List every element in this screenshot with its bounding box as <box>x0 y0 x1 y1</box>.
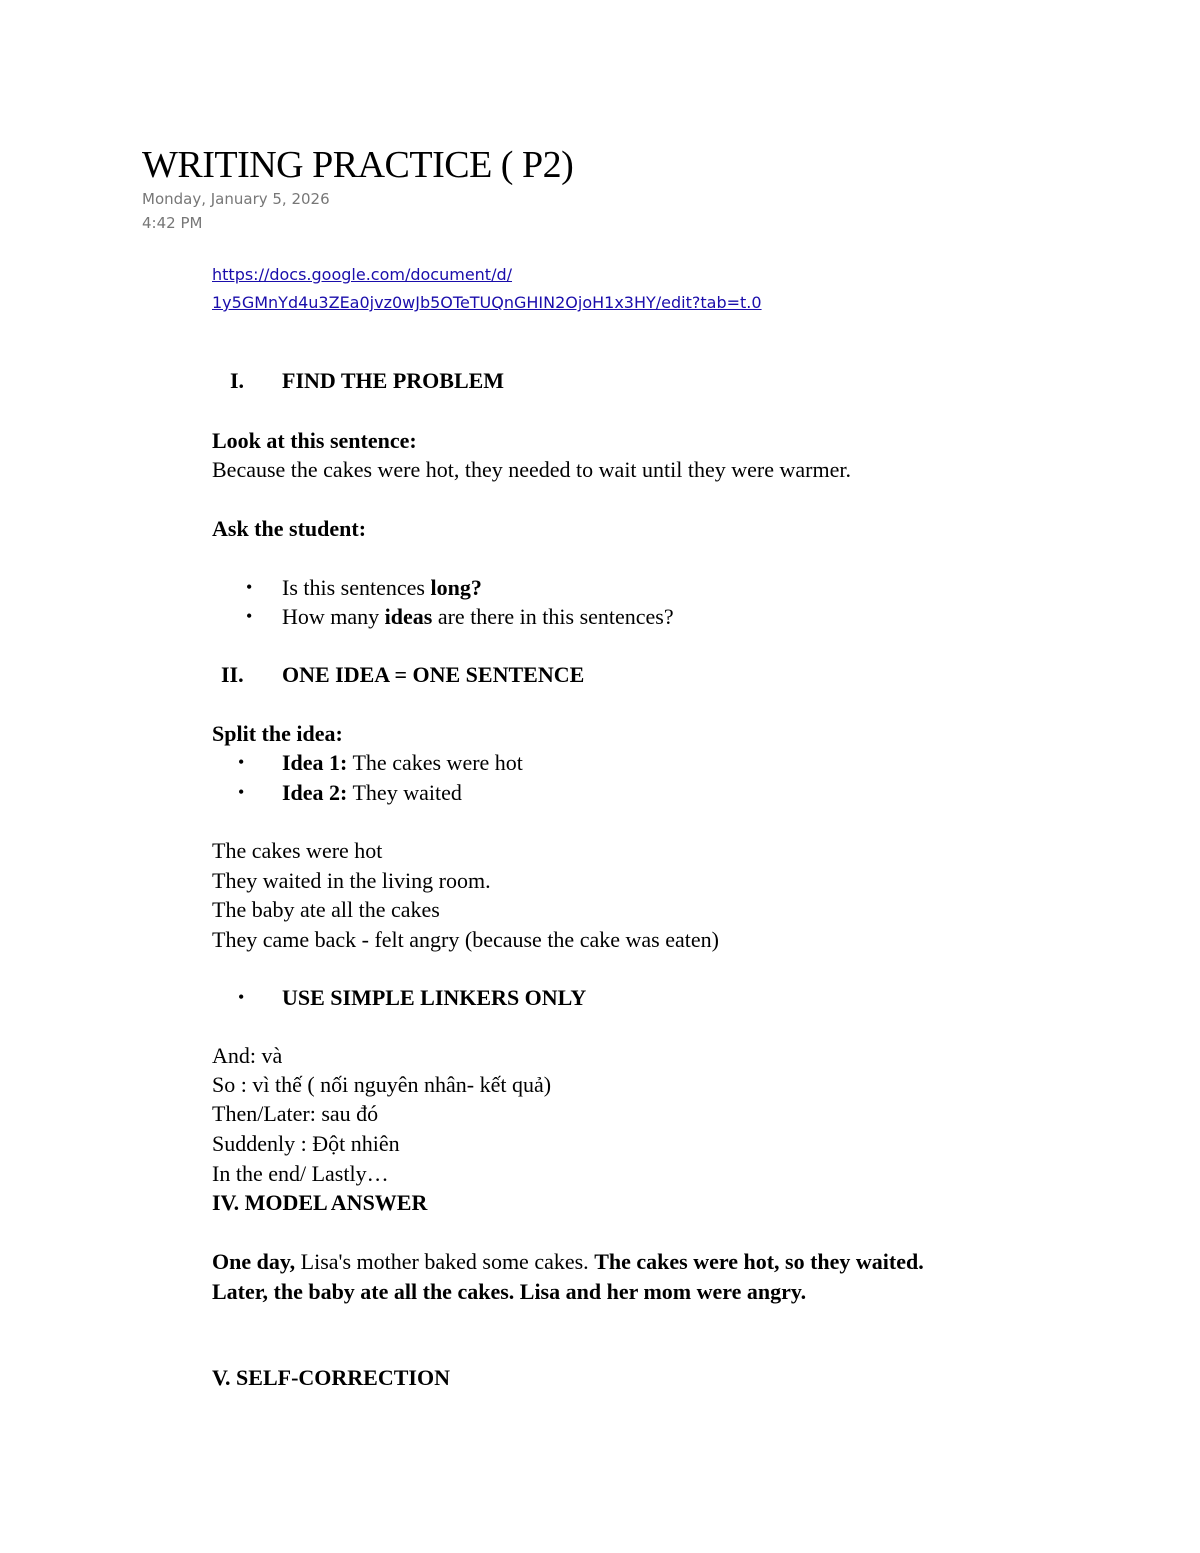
model-answer-line-2: Later, the baby ate all the cakes. Lisa and her mom were angry. <box>212 1279 807 1304</box>
linker-item: So : vì thế ( nối nguyên nhân- kết quả) <box>212 1072 552 1097</box>
story-line: The baby ate all the cakes <box>212 897 440 922</box>
model-answer-line-1 <box>212 1247 924 1277</box>
model-answer-bold-start: One day, <box>212 1249 296 1274</box>
model-answer-bold-end: The cakes were hot, so they waited. <box>594 1249 924 1274</box>
model-answer-normal: Lisa's mother baked some cakes. <box>295 1249 595 1274</box>
question-1-bold: long? <box>430 575 482 600</box>
story-line: They came back - felt angry (because the cake was eaten) <box>212 927 719 952</box>
doc-link-line2[interactable]: 1y5GMnYd4u3ZEa0jvz0wJb5OTeTUQnGHIN2OjoH1x3HY/edit?tab=t.0 <box>212 293 762 312</box>
question-1-text: Is this sentences <box>282 575 431 600</box>
section-3-heading: USE SIMPLE LINKERS ONLY <box>282 985 587 1010</box>
section-2-heading: ONE IDEA = ONE SENTENCE <box>282 662 585 687</box>
bullet-icon: • <box>238 752 245 772</box>
linker-item: And: và <box>212 1043 283 1068</box>
idea-2-text: They waited <box>347 780 462 805</box>
story-line: The cakes were hot <box>212 838 383 863</box>
doc-link-line1[interactable]: https://docs.google.com/document/d/ <box>212 265 513 284</box>
section-1-heading: FIND THE PROBLEM <box>282 368 505 393</box>
idea-1 <box>282 748 523 778</box>
example-sentence: Because the cakes were hot, they needed to wait until they were warmer. <box>212 457 851 482</box>
bullet-icon: • <box>246 577 253 597</box>
linker-item: Suddenly : Đột nhiên <box>212 1131 400 1156</box>
split-label: Split the idea: <box>212 721 343 746</box>
question-2 <box>282 602 674 632</box>
bullet-icon: • <box>238 782 245 802</box>
note-time: 4:42 PM <box>142 214 203 232</box>
look-label: Look at this sentence: <box>212 428 417 453</box>
question-1 <box>282 573 482 603</box>
page-title: WRITING PRACTICE ( P2) <box>142 144 574 186</box>
idea-2-label: Idea 2: <box>282 780 348 805</box>
idea-2 <box>282 778 462 808</box>
idea-1-label: Idea 1: <box>282 750 348 775</box>
question-2-bold: ideas <box>384 604 433 629</box>
question-2-text: How many <box>282 604 385 629</box>
idea-1-text: The cakes were hot <box>347 750 523 775</box>
section-5-heading: V. SELF-CORRECTION <box>212 1365 450 1390</box>
section-1-numeral: I. <box>230 368 245 393</box>
linker-item: Then/Later: sau đó <box>212 1101 379 1126</box>
bullet-icon: • <box>238 987 245 1007</box>
note-date: Monday, January 5, 2026 <box>142 190 330 208</box>
section-4-heading: IV. MODEL ANSWER <box>212 1190 428 1215</box>
bullet-icon: • <box>246 606 253 626</box>
linker-item: In the end/ Lastly… <box>212 1161 389 1186</box>
question-2-text-end: are there in this sentences? <box>432 604 674 629</box>
ask-label: Ask the student: <box>212 516 367 541</box>
story-line: They waited in the living room. <box>212 868 491 893</box>
section-2-numeral: II. <box>221 662 244 687</box>
